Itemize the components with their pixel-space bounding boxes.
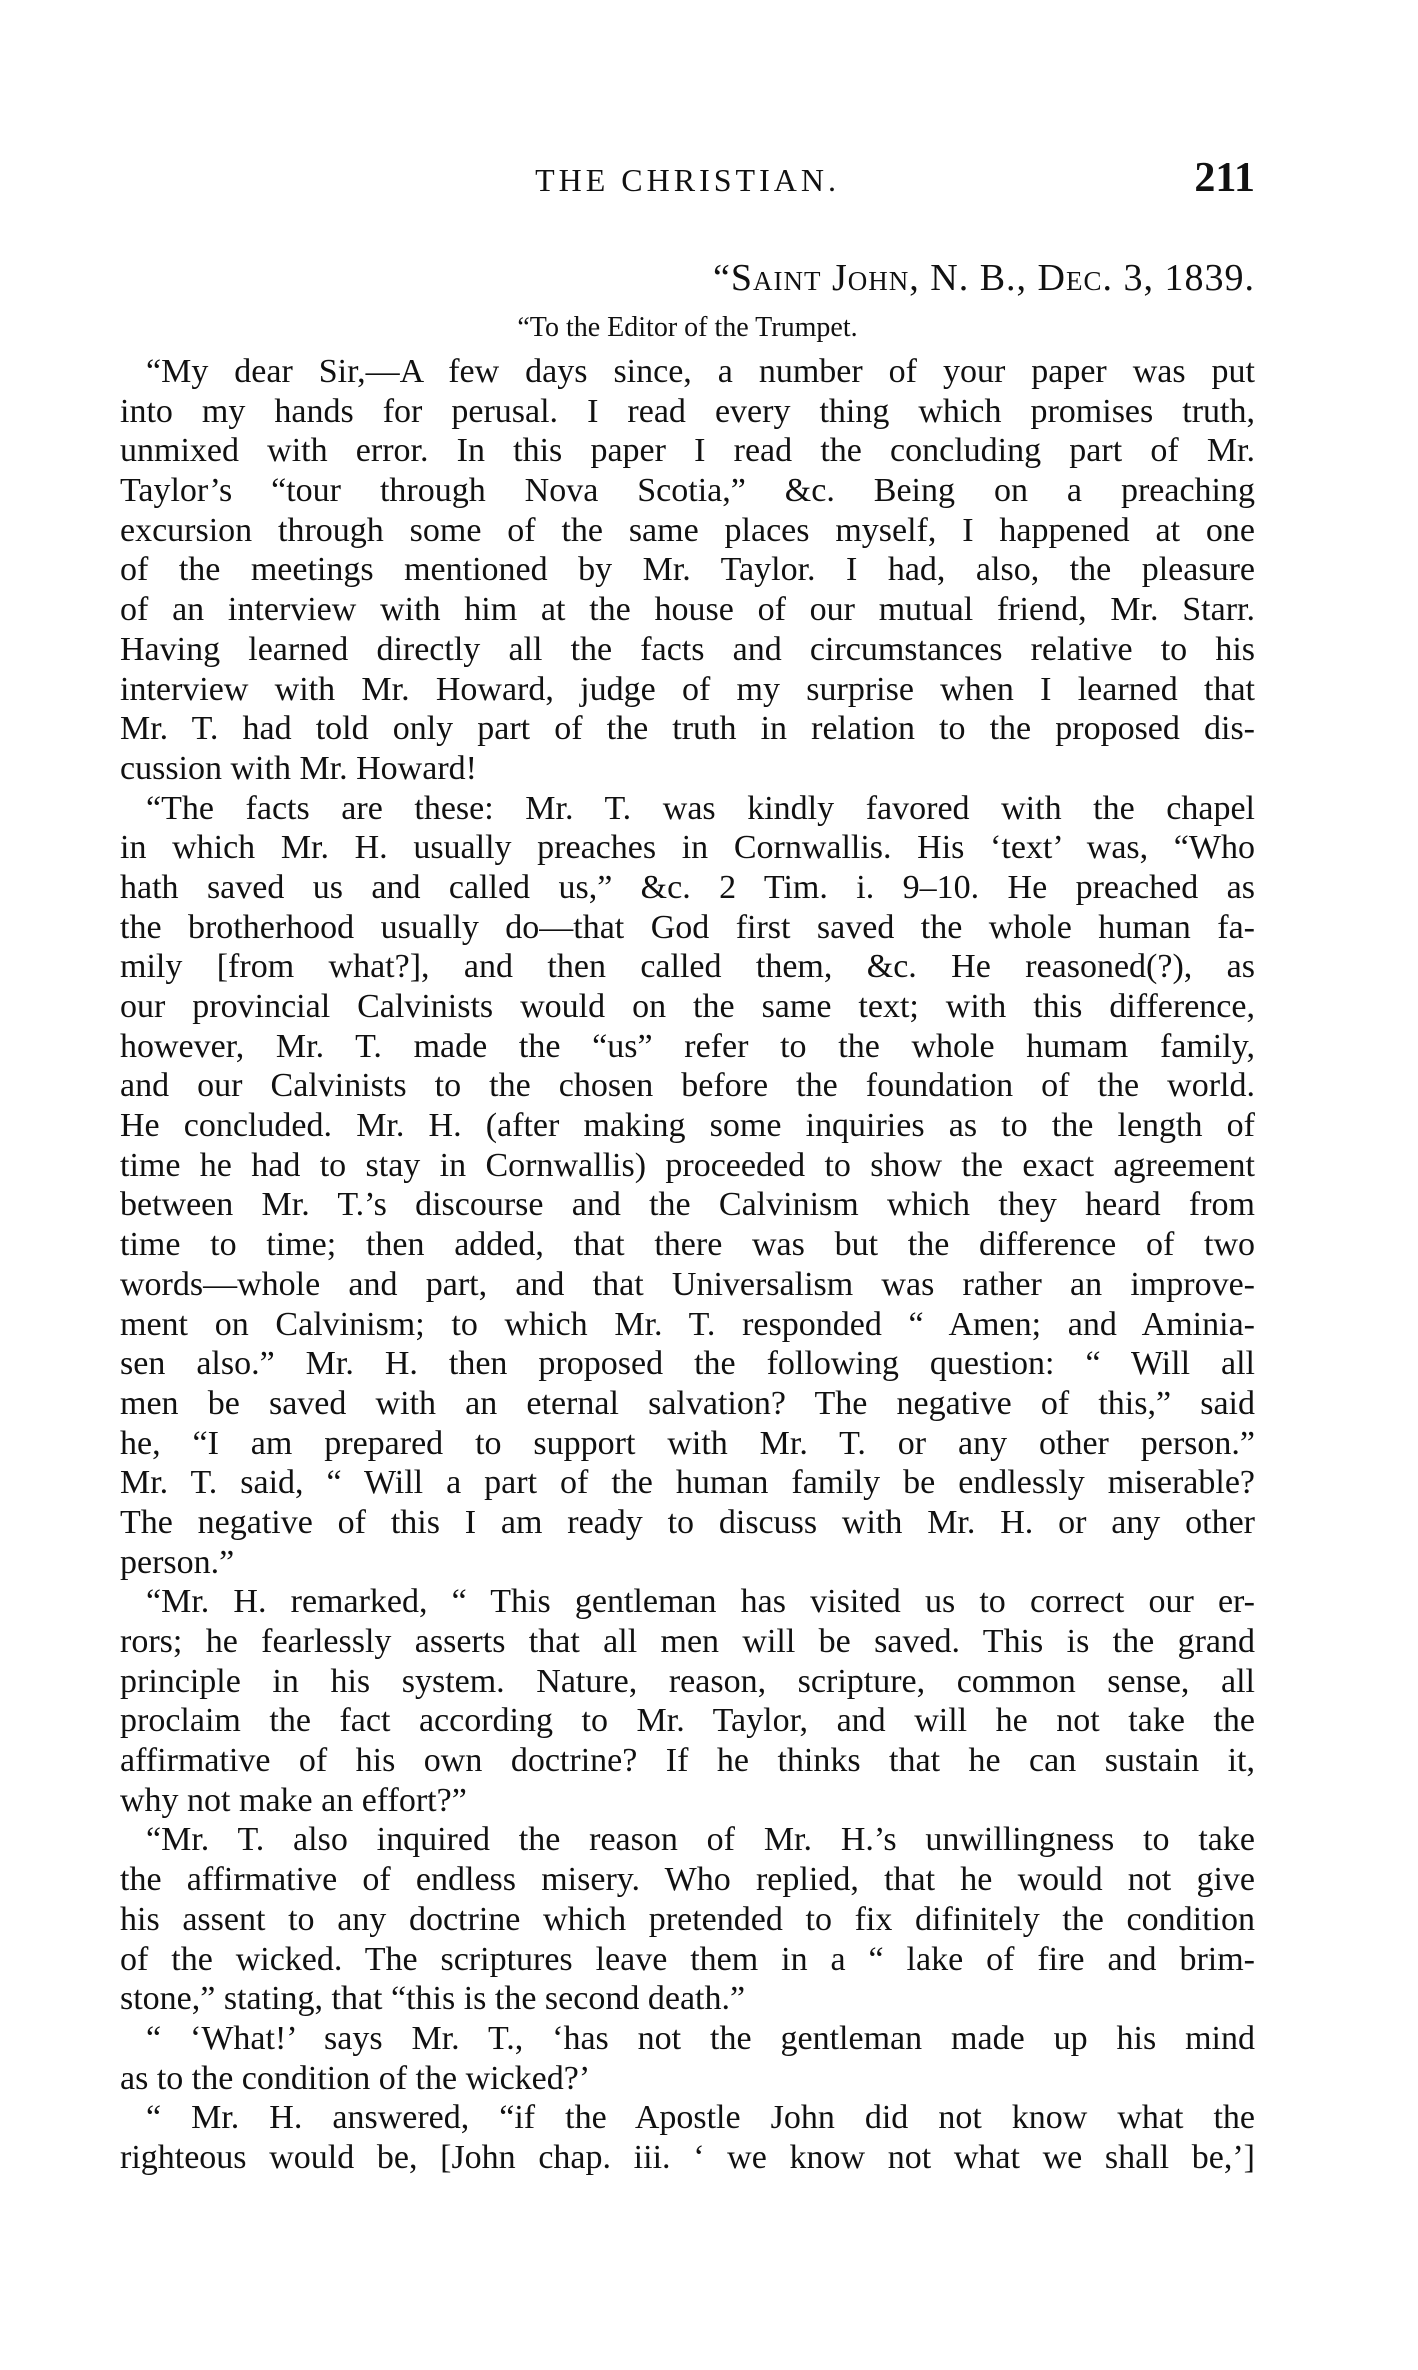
text-line: hath saved us and called us,” &c. 2 Tim. i. 9–10. He preached as xyxy=(120,868,1255,906)
text-line: The negative of this I am ready to discuss with Mr. H. or any other xyxy=(120,1503,1255,1541)
text-line: his assent to any doctrine which pretended to fix difinitely the condition xyxy=(120,1900,1255,1938)
text-line: “ ‘What!’ says Mr. T., ‘has not the gentleman made up his mind xyxy=(146,2019,1255,2057)
text-line: the affirmative of endless misery. Who replied, that he would not give xyxy=(120,1861,1255,1899)
text-line: “Mr. T. also inquired the reason of Mr. H.’s unwillingness to take xyxy=(146,1821,1255,1859)
text-line: interview with Mr. Howard, judge of my surprise when I learned that xyxy=(120,670,1255,708)
text-line: Having learned directly all the facts and circumstances relative to his xyxy=(120,630,1255,668)
text-line: Mr. T. had told only part of the truth in relation to the proposed dis- xyxy=(120,710,1255,748)
text-line: righteous would be, [John chap. iii. ‘ we know not what we shall be,’] xyxy=(120,2138,1255,2176)
text-line: “The facts are these: Mr. T. was kindly favored with the chapel xyxy=(146,789,1255,827)
text-line: time to time; then added, that there was but the difference of two xyxy=(120,1226,1255,1264)
text-line: rors; he fearlessly asserts that all men will be saved. This is the grand xyxy=(120,1623,1255,1660)
text-line: person.” xyxy=(120,1543,235,1581)
page-number: 211 xyxy=(1194,155,1255,201)
text-line: cussion with Mr. Howard! xyxy=(120,749,477,787)
text-line: stone,” stating, that “this is the second death.” xyxy=(120,1980,746,2018)
text-line: as to the condition of the wicked?’ xyxy=(120,2059,591,2097)
text-line: ment on Calvinism; to which Mr. T. responded “ Amen; and Aminia- xyxy=(120,1305,1255,1343)
text-line: excursion through some of the same places myself, I happened at one xyxy=(120,511,1255,549)
text-line: “My dear Sir,—A few days since, a number of your paper was put xyxy=(146,353,1255,390)
running-title: THE CHRISTIAN. xyxy=(535,162,840,198)
text-line: of the wicked. The scriptures leave them in a “ lake of fire and brim- xyxy=(120,1940,1255,1978)
text-line: principle in his system. Nature, reason, scripture, common sense, all xyxy=(120,1662,1255,1700)
letter-dateline: “Saint John, N. B., Dec. 3, 1839. xyxy=(713,257,1255,299)
text-line: sen also.” Mr. H. then proposed the following question: “ Will all xyxy=(120,1345,1255,1383)
text-line: unmixed with error. In this paper I read the concluding part of Mr. xyxy=(120,432,1255,470)
text-line: he, “I am prepared to support with Mr. T. or any other person.” xyxy=(120,1424,1255,1462)
letter-body xyxy=(120,352,1255,2178)
text-line: between Mr. T.’s discourse and the Calvinism which they heard from xyxy=(120,1186,1255,1224)
text-line: “Mr. H. remarked, “ This gentleman has visited us to correct our er- xyxy=(146,1583,1255,1621)
text-line: proclaim the fact according to Mr. Taylor, and will he not take the xyxy=(120,1702,1255,1740)
text-line: the brotherhood usually do—that God first saved the whole human fa- xyxy=(120,908,1255,946)
text-line: in which Mr. H. usually preaches in Cornwallis. His ‘text’ was, “Who xyxy=(120,829,1255,867)
text-line: into my hands for perusal. I read every thing which promises truth, xyxy=(120,392,1255,430)
text-line: He concluded. Mr. H. (after making some inquiries as to the length of xyxy=(120,1107,1255,1145)
text-line: time he had to stay in Cornwallis) proceeded to show the exact agreement xyxy=(120,1146,1255,1184)
text-line: why not make an effort?” xyxy=(120,1781,467,1819)
text-line: men be saved with an eternal salvation? The negative of this,” said xyxy=(120,1384,1255,1422)
text-line: our provincial Calvinists would on the same text; with this difference, xyxy=(120,988,1255,1025)
text-line: and our Calvinists to the chosen before the foundation of the world. xyxy=(120,1067,1255,1105)
letter-addressee: “To the Editor of the Trumpet. xyxy=(517,312,858,343)
text-line: of the meetings mentioned by Mr. Taylor. I had, also, the pleasure xyxy=(120,551,1255,589)
text-line: Mr. T. said, “ Will a part of the human family be endlessly miserable? xyxy=(120,1464,1255,1502)
text-line: “ Mr. H. answered, “if the Apostle John did not know what the xyxy=(146,2099,1255,2137)
text-line: mily [from what?], and then called them, &c. He reasoned(?), as xyxy=(120,948,1255,986)
text-line: words—whole and part, and that Universalism was rather an improve- xyxy=(120,1265,1255,1303)
text-line: affirmative of his own doctrine? If he thinks that he can sustain it, xyxy=(120,1742,1255,1780)
text-line: Taylor’s “tour through Nova Scotia,” &c. Being on a preaching xyxy=(120,472,1255,510)
text-line: however, Mr. T. made the “us” refer to the whole humam family, xyxy=(120,1027,1255,1065)
text-line: of an interview with him at the house of our mutual friend, Mr. Starr. xyxy=(120,591,1255,629)
running-head xyxy=(120,148,1255,208)
